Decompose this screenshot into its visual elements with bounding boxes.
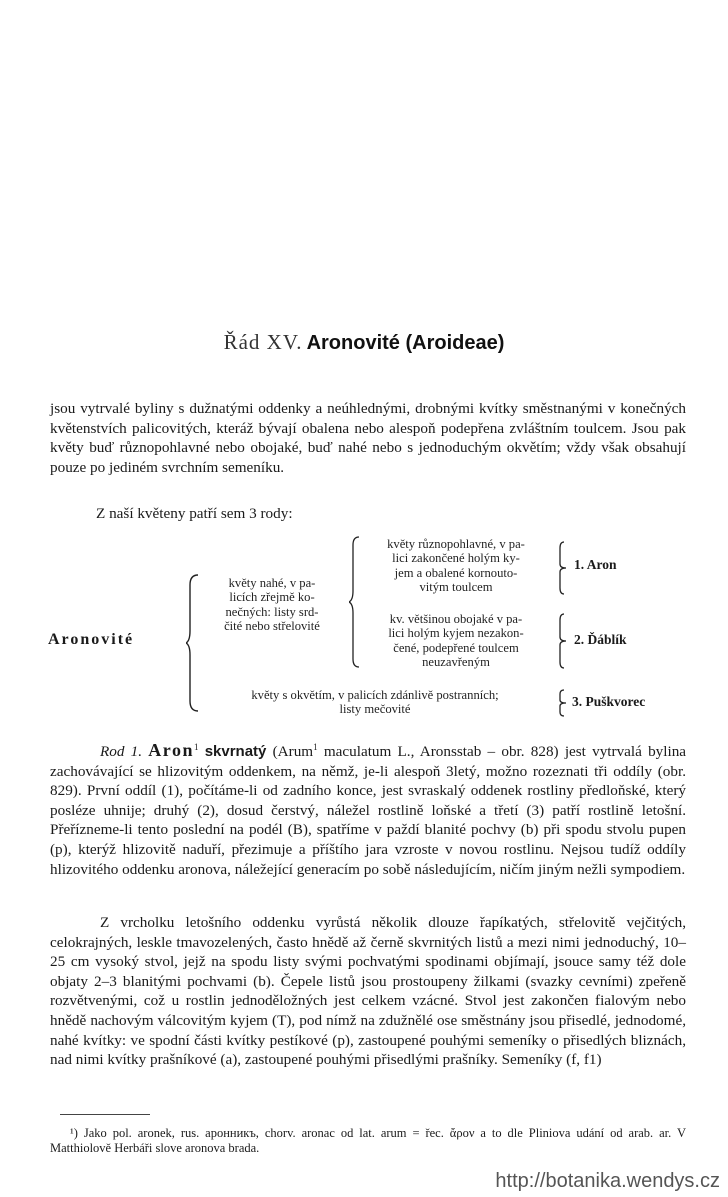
rod-epithet: skvrnatý	[204, 743, 267, 761]
family-name: Aronovité (Aroideae)	[306, 332, 505, 354]
genus-puskvorec: 3. Puškvorec	[572, 694, 646, 709]
key-branch-a1	[360, 537, 552, 595]
rod-footnote-mark: 1	[193, 742, 199, 752]
key-line: jem a obalené kornouto-	[394, 565, 518, 580]
footnote-rule	[60, 1114, 150, 1115]
key-line: čené, podepřené toulcem	[393, 640, 519, 655]
genus-aron: 1. Aron	[574, 557, 617, 572]
leaf-text: Z vrcholku letošního oddenku vyrůstá několik dlouze řapíkatých, střelovitě vejčitých, celokrajných, leskle tmavozelených, často hnědě až černě skvrnitých listů a mezi nimi jednoduchý, 10–25 cm vysoký stvol, jejž na spodu listy svými pochvatými spodinami objímají, jsouce samy též dole objaty 2–3 blanitými pochvami (b). Čepele listů jsou prostoupeny žilkami (svazky cevními) zpeřeně rozvětvenými, což u rostlin jednoděložných jest celkem vzácné. Stvol jest zakončen fialovým nebo hnědě nachovým válcovitým kyjem (T), pod nímž na zdužnělé ose směstnány jsou přisedlé, jednodomé, nahé kvítky: ve spodní části kvítky pestíkové (p), zastoupené pouhými semeníky o přisedlých bliznách, nad nimi kvítky prašníkové (a), zastoupené pouhými přisedlými prašníky. Semeníky (f, f1)	[50, 914, 686, 1069]
order-label: Řád XV.	[223, 330, 303, 354]
footnote-text: ¹) Jako pol. aronek, rus. аронникъ, chorv. aronac od lat. arum = řec. ἄρον a to dle Pliniova udání od arab. ar. V Matthiolově Herbáři slove aronova brada.	[50, 1126, 686, 1155]
key-brace-a2	[556, 612, 568, 670]
key-line: květy s okvětím, v palicích zdánlivě postranních;	[251, 688, 499, 702]
key-line: nečných: listy srd-	[225, 604, 319, 619]
key-branch-a	[198, 576, 346, 634]
key-branch-b	[198, 688, 552, 717]
rod-label: Rod 1.	[100, 743, 143, 761]
source-url: http://botanika.wendys.cz	[495, 1170, 720, 1192]
key-line: květy nahé, v pa-	[228, 576, 316, 590]
genus-dablik: 2. Ďáblík	[574, 632, 627, 647]
footnote	[50, 1126, 686, 1156]
key-family-label: Aronovité	[48, 631, 135, 648]
key-line: květy různopohlavné, v pa-	[387, 537, 525, 551]
key-line: licích zřejmě ko-	[229, 590, 315, 605]
key-brace-b	[556, 688, 568, 718]
key-branch-a2	[360, 612, 552, 670]
key-brace-a1	[556, 540, 568, 596]
key-line: čité nebo střelovité	[224, 619, 320, 634]
rod-text-b: maculatum L., Aronsstab – obr. 828) jest vytrvalá bylina zachovávající se hlizovitým oddenkem, na němž, je-li alespoň 3letý, možno rozeznati tři oddíly (obr. 829). První oddíl (1), počítáme-li od zadního konce, jest svraskalý oddenek rostliny předloňské, který posléze uhnije; druhý (2), dosud čerstvý, náležel rostlině loňské a třetí (3) patří rostlině letošní. Přeřízneme-li tento poslední na podél (B), spatříme v paždí blanité pochvy (b) při spodu stvolu pupen (p), kterýž hlizovitě naduří, přezimuje a příštího jara vzroste v novou rostlinu. Nejsou tudíž oddíly hlizovitého oddenku aronova, náležející generacím po sobě následujícím, ničím jiným nežli sympodiem.	[50, 743, 687, 878]
key-line: lici holým kyjem nezakon-	[388, 626, 524, 641]
intro-paragraph	[50, 399, 686, 477]
genus-description	[50, 738, 686, 879]
genera-intro: Z naší květeny patří sem 3 rody:	[96, 505, 293, 522]
key-line: kv. většinou obojaké v pa-	[389, 612, 523, 626]
leaf-description	[50, 913, 686, 1070]
key-line: lici zakončené holým ky-	[392, 551, 520, 566]
key-line: listy mečovité	[339, 702, 411, 717]
intro-text: jsou vytrvalé byliny s dužnatými oddenky a neúhlednými, drobnými kvítky směstnanými v konečných květenstvích palicovitých, kteráž bývají obalena nebo alespoň podepřena zvláštním toulcem. Jsou pak květy buď různopohlavné nebo obojaké, buď nahé nebo s jednoduchým okvětím; vždy však obsahují pouze po jediném svrchním semeníku.	[50, 400, 686, 476]
key-line: neuzavřeným	[422, 655, 490, 670]
rod-name: Aron	[148, 740, 194, 761]
key-line: vitým toulcem	[419, 580, 493, 595]
page-title	[0, 330, 728, 355]
rod-text-a: (Arum	[272, 743, 314, 761]
rod-footnote-mark-2: 1	[313, 742, 318, 752]
